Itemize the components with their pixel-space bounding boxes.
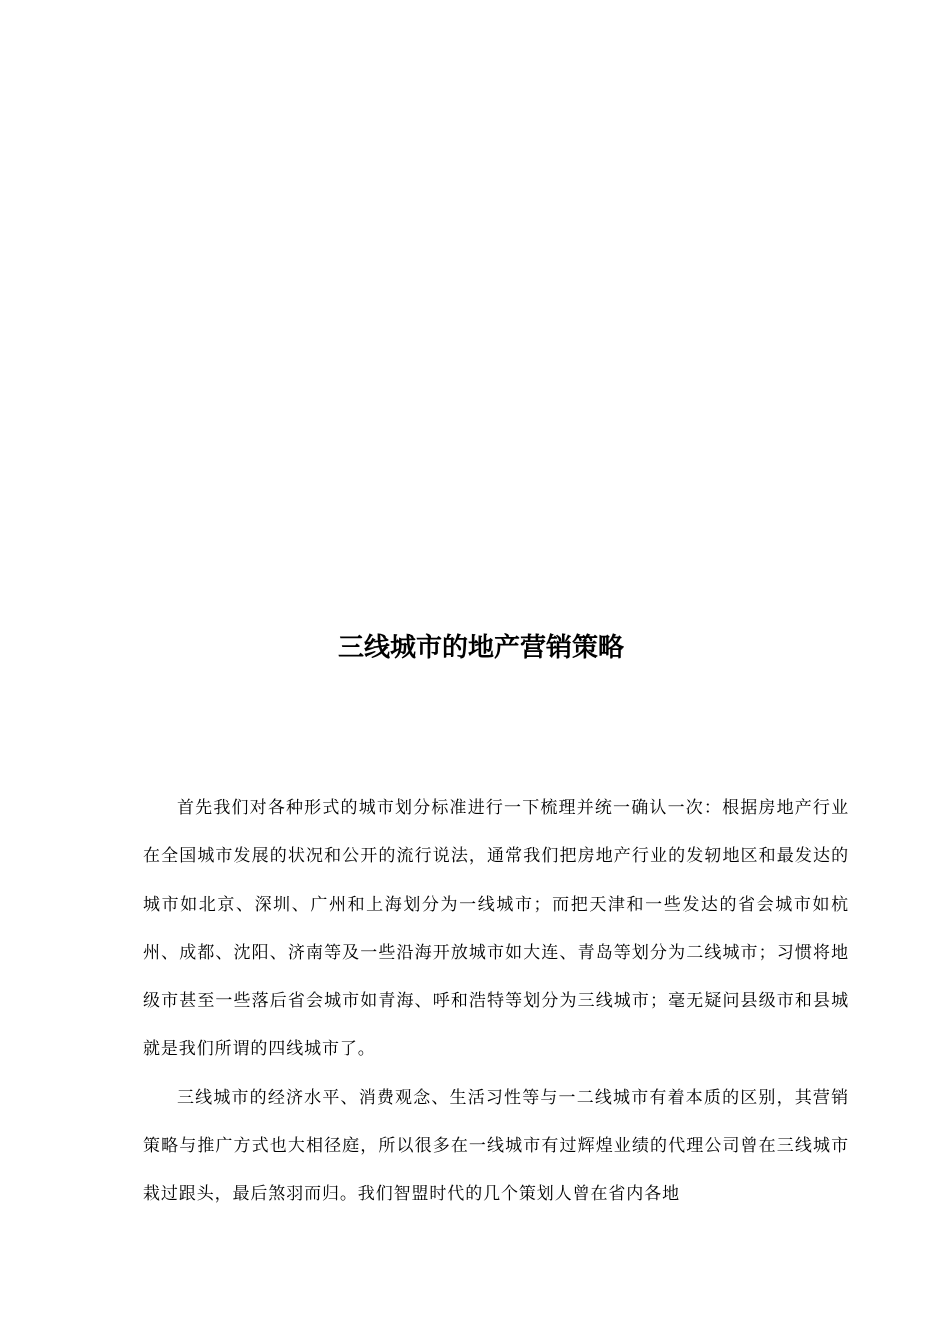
title-container [0, 626, 950, 670]
document-body [143, 784, 849, 1219]
paragraph-2: 三线城市的经济水平、消费观念、生活习性等与一二线城市有着本质的区别，其营销策略与推广方式也大相径庭，所以很多在一线城市有过辉煌业绩的代理公司曾在三线城市栽过跟头，最后煞羽而归。我们智盟时代的几个策划人曾在省内各地 [143, 1087, 849, 1205]
document-title: 三线城市的地产营销策略 [338, 633, 625, 663]
paragraph-1: 首先我们对各种形式的城市划分标准进行一下梳理并统一确认一次：根据房地产行业在全国城市发展的状况和公开的流行说法，通常我们把房地产行业的发轫地区和最发达的城市如北京、深圳、广州和上海划分为一线城市；而把天津和一些发达的省会城市如杭州、成都、沈阳、济南等及一些沿海开放城市如大连、青岛等划分为二线城市；习惯将地级市甚至一些落后省会城市如青海、呼和浩特等划分为三线城市；毫无疑问县级市和县城就是我们所谓的四线城市了。 [143, 798, 849, 1060]
